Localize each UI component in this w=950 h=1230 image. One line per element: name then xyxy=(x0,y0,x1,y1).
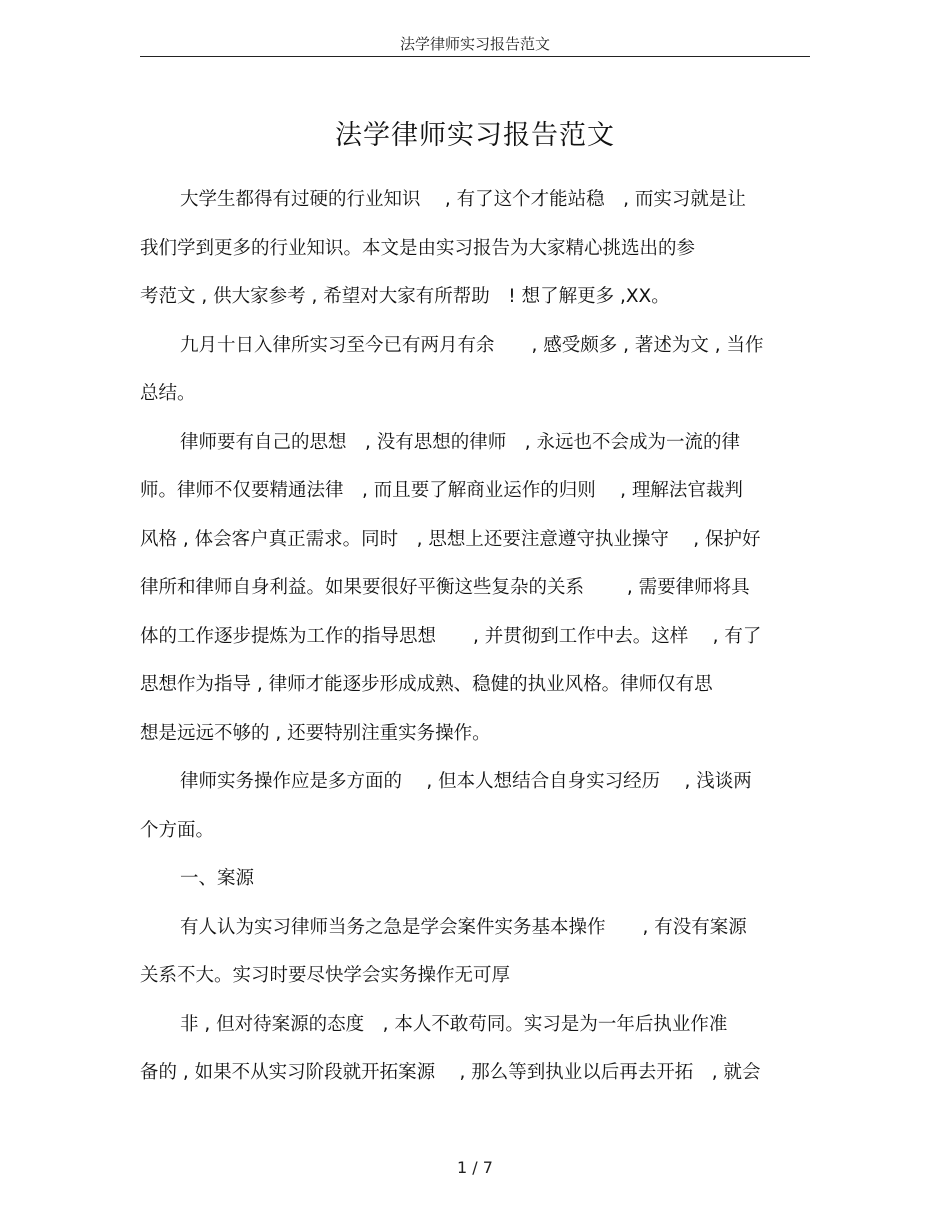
paragraph-line: 想是远远不够的 , 还要特别注重实务操作。 xyxy=(140,722,491,744)
paragraph-line: 律所和律师自身利益。如果要很好平衡这些复杂的关系 , 需要律师将具 xyxy=(140,577,750,598)
paragraph-line: 律师要有自己的思想 , 没有思想的律师 , 永远也不会成为一流的律 xyxy=(180,431,741,453)
paragraph-line: 非 , 但对待案源的态度 , 本人不敢苟同。实习是为一年后执业作准 xyxy=(180,1013,728,1035)
running-header: 法学律师实习报告范文 xyxy=(399,35,550,53)
page-number: 1 / 7 xyxy=(457,1158,493,1177)
paragraph-line: 九月十日入律所实习至今已有两月有余 , 感受颇多 , 著述为文 , 当作 xyxy=(180,334,764,356)
section-heading: 一、案源 xyxy=(180,868,255,889)
paragraph-line: 我们学到更多的行业知识。本文是由实习报告为大家精心挑选出的参 xyxy=(140,237,696,259)
document-title: 法学律师实习报告范文 xyxy=(335,120,615,151)
paragraph-line: 备的 , 如果不从实习阶段就开拓案源 , 那么等到执业以后再去开拓 , 就会 xyxy=(140,1062,761,1083)
paragraph-line: 思想作为指导 , 律师才能逐步形成成熟、稳健的执业风格。律师仅有思 xyxy=(140,674,713,695)
paragraph-line: 个方面。 xyxy=(140,819,215,841)
paragraph-line: 大学生都得有过硬的行业知识 , 有了这个才能站稳 , 而实习就是让 xyxy=(180,189,746,210)
paragraph-line: 有人认为实习律师当务之急是学会案件实务基本操作 , 有没有案源 xyxy=(180,916,747,938)
paragraph-line: 体的工作逐步提炼为工作的指导思想 , 并贯彻到工作中去。这样 , 有了 xyxy=(140,625,762,647)
paragraph-line: 总结。 xyxy=(140,383,196,404)
paragraph-line: 考范文 , 供大家参考 , 希望对大家有所帮助 ! 想了解更多 ,XX。 xyxy=(140,286,670,307)
paragraph-line: 律师实务操作应是多方面的 , 但本人想结合自身实习经历 , 浅谈两 xyxy=(180,771,752,792)
paragraph-line: 关系不大。实习时要尽快学会实务操作无可厚 xyxy=(140,965,511,986)
header-divider xyxy=(140,56,810,57)
paragraph-line: 风格 , 体会客户真正需求。同时 , 思想上还要注意遵守执业操守 , 保护好 xyxy=(140,528,761,550)
paragraph-line: 师。律师不仅要精通法律 , 而且要了解商业运作的归则 , 理解法官裁判 xyxy=(140,480,743,501)
document-body xyxy=(140,176,810,1098)
